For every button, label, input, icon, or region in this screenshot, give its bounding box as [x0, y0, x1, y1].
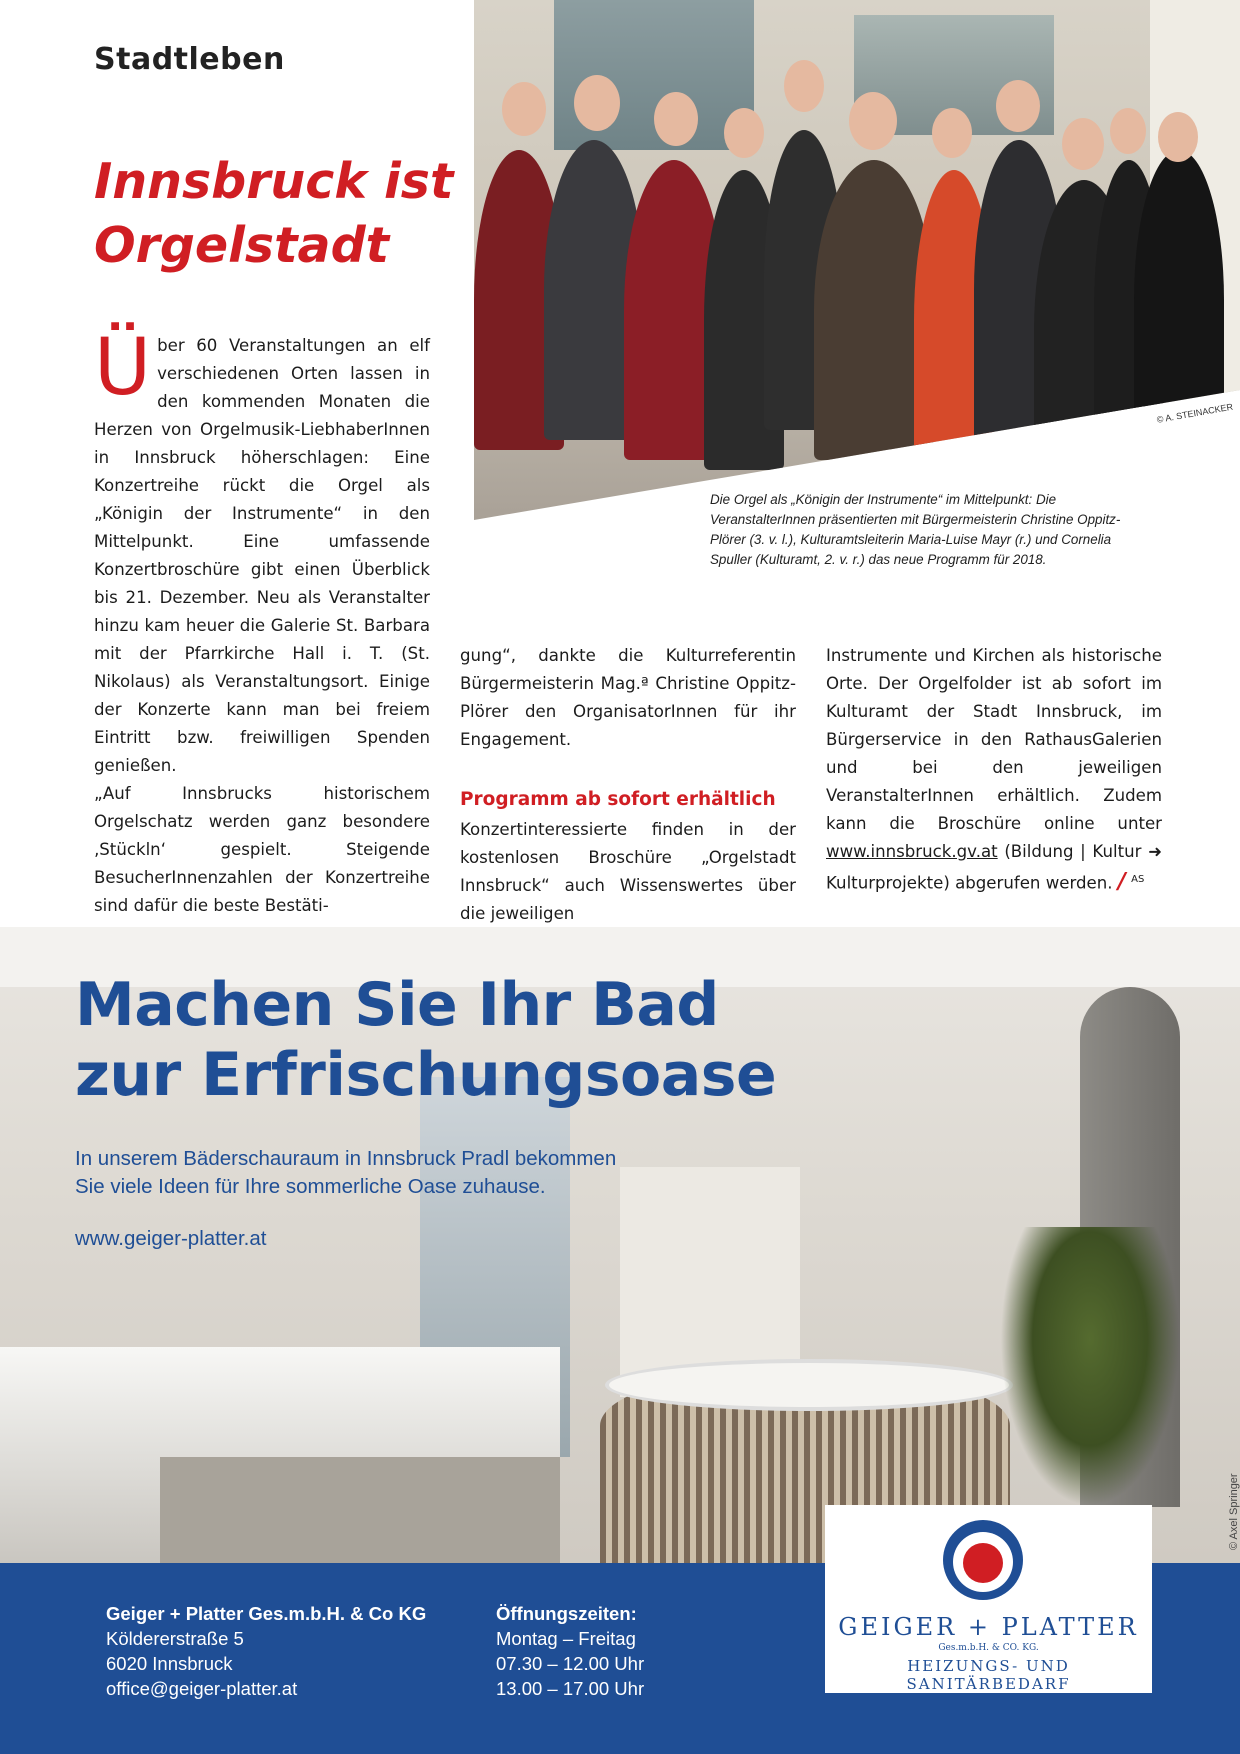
person-head — [574, 75, 620, 131]
ad-plant — [1000, 1227, 1180, 1507]
logo-subtitle: Ges.m.b.H. & CO. KG. — [938, 1643, 1039, 1653]
company-address — [106, 1601, 426, 1701]
group-photo — [474, 0, 1240, 520]
logo-dot-icon — [963, 1543, 1003, 1583]
person-head — [1110, 108, 1146, 154]
ad-headline-line-2: zur Erfrischungsoase — [75, 1040, 777, 1110]
advertisement — [0, 927, 1240, 1563]
hours-morning: 07.30 – 12.00 Uhr — [496, 1653, 645, 1674]
logo-tagline: HEIZUNGS- UND SANITÄRBEDARF — [906, 1657, 1071, 1693]
photo-credit: © A. STEINACKER — [1156, 401, 1234, 425]
opening-hours — [496, 1601, 644, 1701]
subheading: Programm ab sofort erhältlich — [460, 789, 776, 810]
person-head — [724, 108, 764, 158]
person-head — [1158, 112, 1198, 162]
section-label: Stadtleben — [94, 42, 285, 77]
hours-afternoon: 13.00 – 17.00 Uhr — [496, 1678, 645, 1699]
paragraph — [826, 642, 1162, 898]
end-mark: / — [1117, 869, 1126, 895]
author-initials: AS — [1131, 874, 1145, 885]
hours-days: Montag – Freitag — [496, 1628, 636, 1649]
article-column-3 — [826, 642, 1162, 898]
ad-headline — [75, 970, 776, 1110]
ad-photo-credit: © Axel Springer — [1228, 1473, 1240, 1550]
ad-text-line-2: Sie viele Ideen für Ihre sommerliche Oase zuhause. — [75, 1175, 546, 1198]
company-email[interactable]: office@geiger-platter.at — [106, 1678, 298, 1699]
article-column-2 — [460, 642, 796, 928]
person-head — [1062, 118, 1104, 170]
paragraph: „Auf Innsbrucks historischem Orgelschatz werden ganz besondere ‚Stückln‘ gespielt. Steigende BesucherInnenzahlen der Konzertreihe sind dafür die beste Bestäti- — [94, 784, 430, 915]
logo-name: GEIGER + PLATTER — [838, 1613, 1139, 1641]
ad-website-link[interactable]: www.geiger-platter.at — [75, 1227, 267, 1250]
hours-title: Öffnungszeiten: — [496, 1603, 637, 1624]
ad-vanity-shelf — [160, 1457, 560, 1563]
company-street: Köldererstraße 5 — [106, 1628, 244, 1649]
company-city: 6020 Innsbruck — [106, 1653, 233, 1674]
company-name: Geiger + Platter Ges.m.b.H. & Co KG — [106, 1603, 427, 1624]
person-head — [849, 92, 897, 150]
person-head — [784, 60, 824, 112]
paragraph-text: Instrumente und Kirchen als historische Orte. Der Orgelfolder ist ab sofort im Kulturamt der Stadt Innsbruck, im Bürgerservice in den RathausGalerien und bei den jeweiligen VeranstalterInnen erhältlich. Zudem kann die Broschüre online unter — [826, 646, 1162, 833]
photo-caption: Die Orgel als „Königin der Instrumente“ im Mittelpunkt: Die VeranstalterInnen präsentierten mit Bürgermeisterin Christine Oppitz-Plörer (3. v. l.), Kulturamtsleiterin Maria-Luise Mayr (r.) und Cornelia Spuller (Kulturamt, 2. v. r.) das neue Programm für 2018. — [710, 492, 1121, 567]
article-column-1 — [94, 323, 430, 920]
paragraph: Konzertinteressierte finden in der kostenlosen Broschüre „Orgelstadt Innsbruck“ auch Wissenswertes über die jeweiligen — [460, 820, 796, 923]
ad-bathtub-rim — [605, 1359, 1013, 1411]
website-link[interactable]: www.innsbruck.gv.at — [826, 842, 998, 861]
person-head — [654, 92, 698, 146]
paragraph: gung“, dankte die Kulturreferentin Bürgermeisterin Mag.ª Christine Oppitz-Plörer den OrganisatorInnen für ihr Engagement. — [460, 646, 796, 749]
drop-cap: Ü — [94, 323, 152, 413]
company-logo — [825, 1505, 1152, 1693]
paragraph-text: (Bildung | Kultur ➜ Kulturprojekte) abgerufen werden. — [826, 842, 1163, 893]
article-headline — [94, 150, 454, 278]
paragraph — [94, 323, 430, 780]
person-head — [996, 80, 1040, 132]
ad-text-line-1: In unserem Bäderschauraum in Innsbruck Pradl bekommen — [75, 1147, 617, 1170]
ad-headline-line-1: Machen Sie Ihr Bad — [75, 970, 719, 1040]
headline-line-1: Innsbruck ist — [94, 153, 454, 210]
headline-line-2: Orgelstadt — [94, 217, 390, 274]
paragraph-text: ber 60 Veranstaltungen an elf verschiedenen Orten lassen in den kommenden Monaten die Herzen von Orgelmusik-LiebhaberInnen in Innsbruck höherschlagen: Eine Konzertreihe rückt die Orgel als „Königin der Instrumente“ in den Mittelpunkt. Eine umfassende Konzertbroschüre gibt einen Überblick bis 21. Dezember. Neu als Veranstalter hinzu kam heuer die Galerie St. Barbara mit der Pfarrkirche Hall i. T. (St. Nikolaus) als Veranstaltungsort. Einige der Konzerte kann man bei freiem Eintritt bzw. freiwilligen Spenden genießen. — [94, 336, 430, 775]
person-head — [932, 108, 972, 158]
person-head — [502, 82, 546, 136]
ad-body-text — [75, 1145, 616, 1201]
